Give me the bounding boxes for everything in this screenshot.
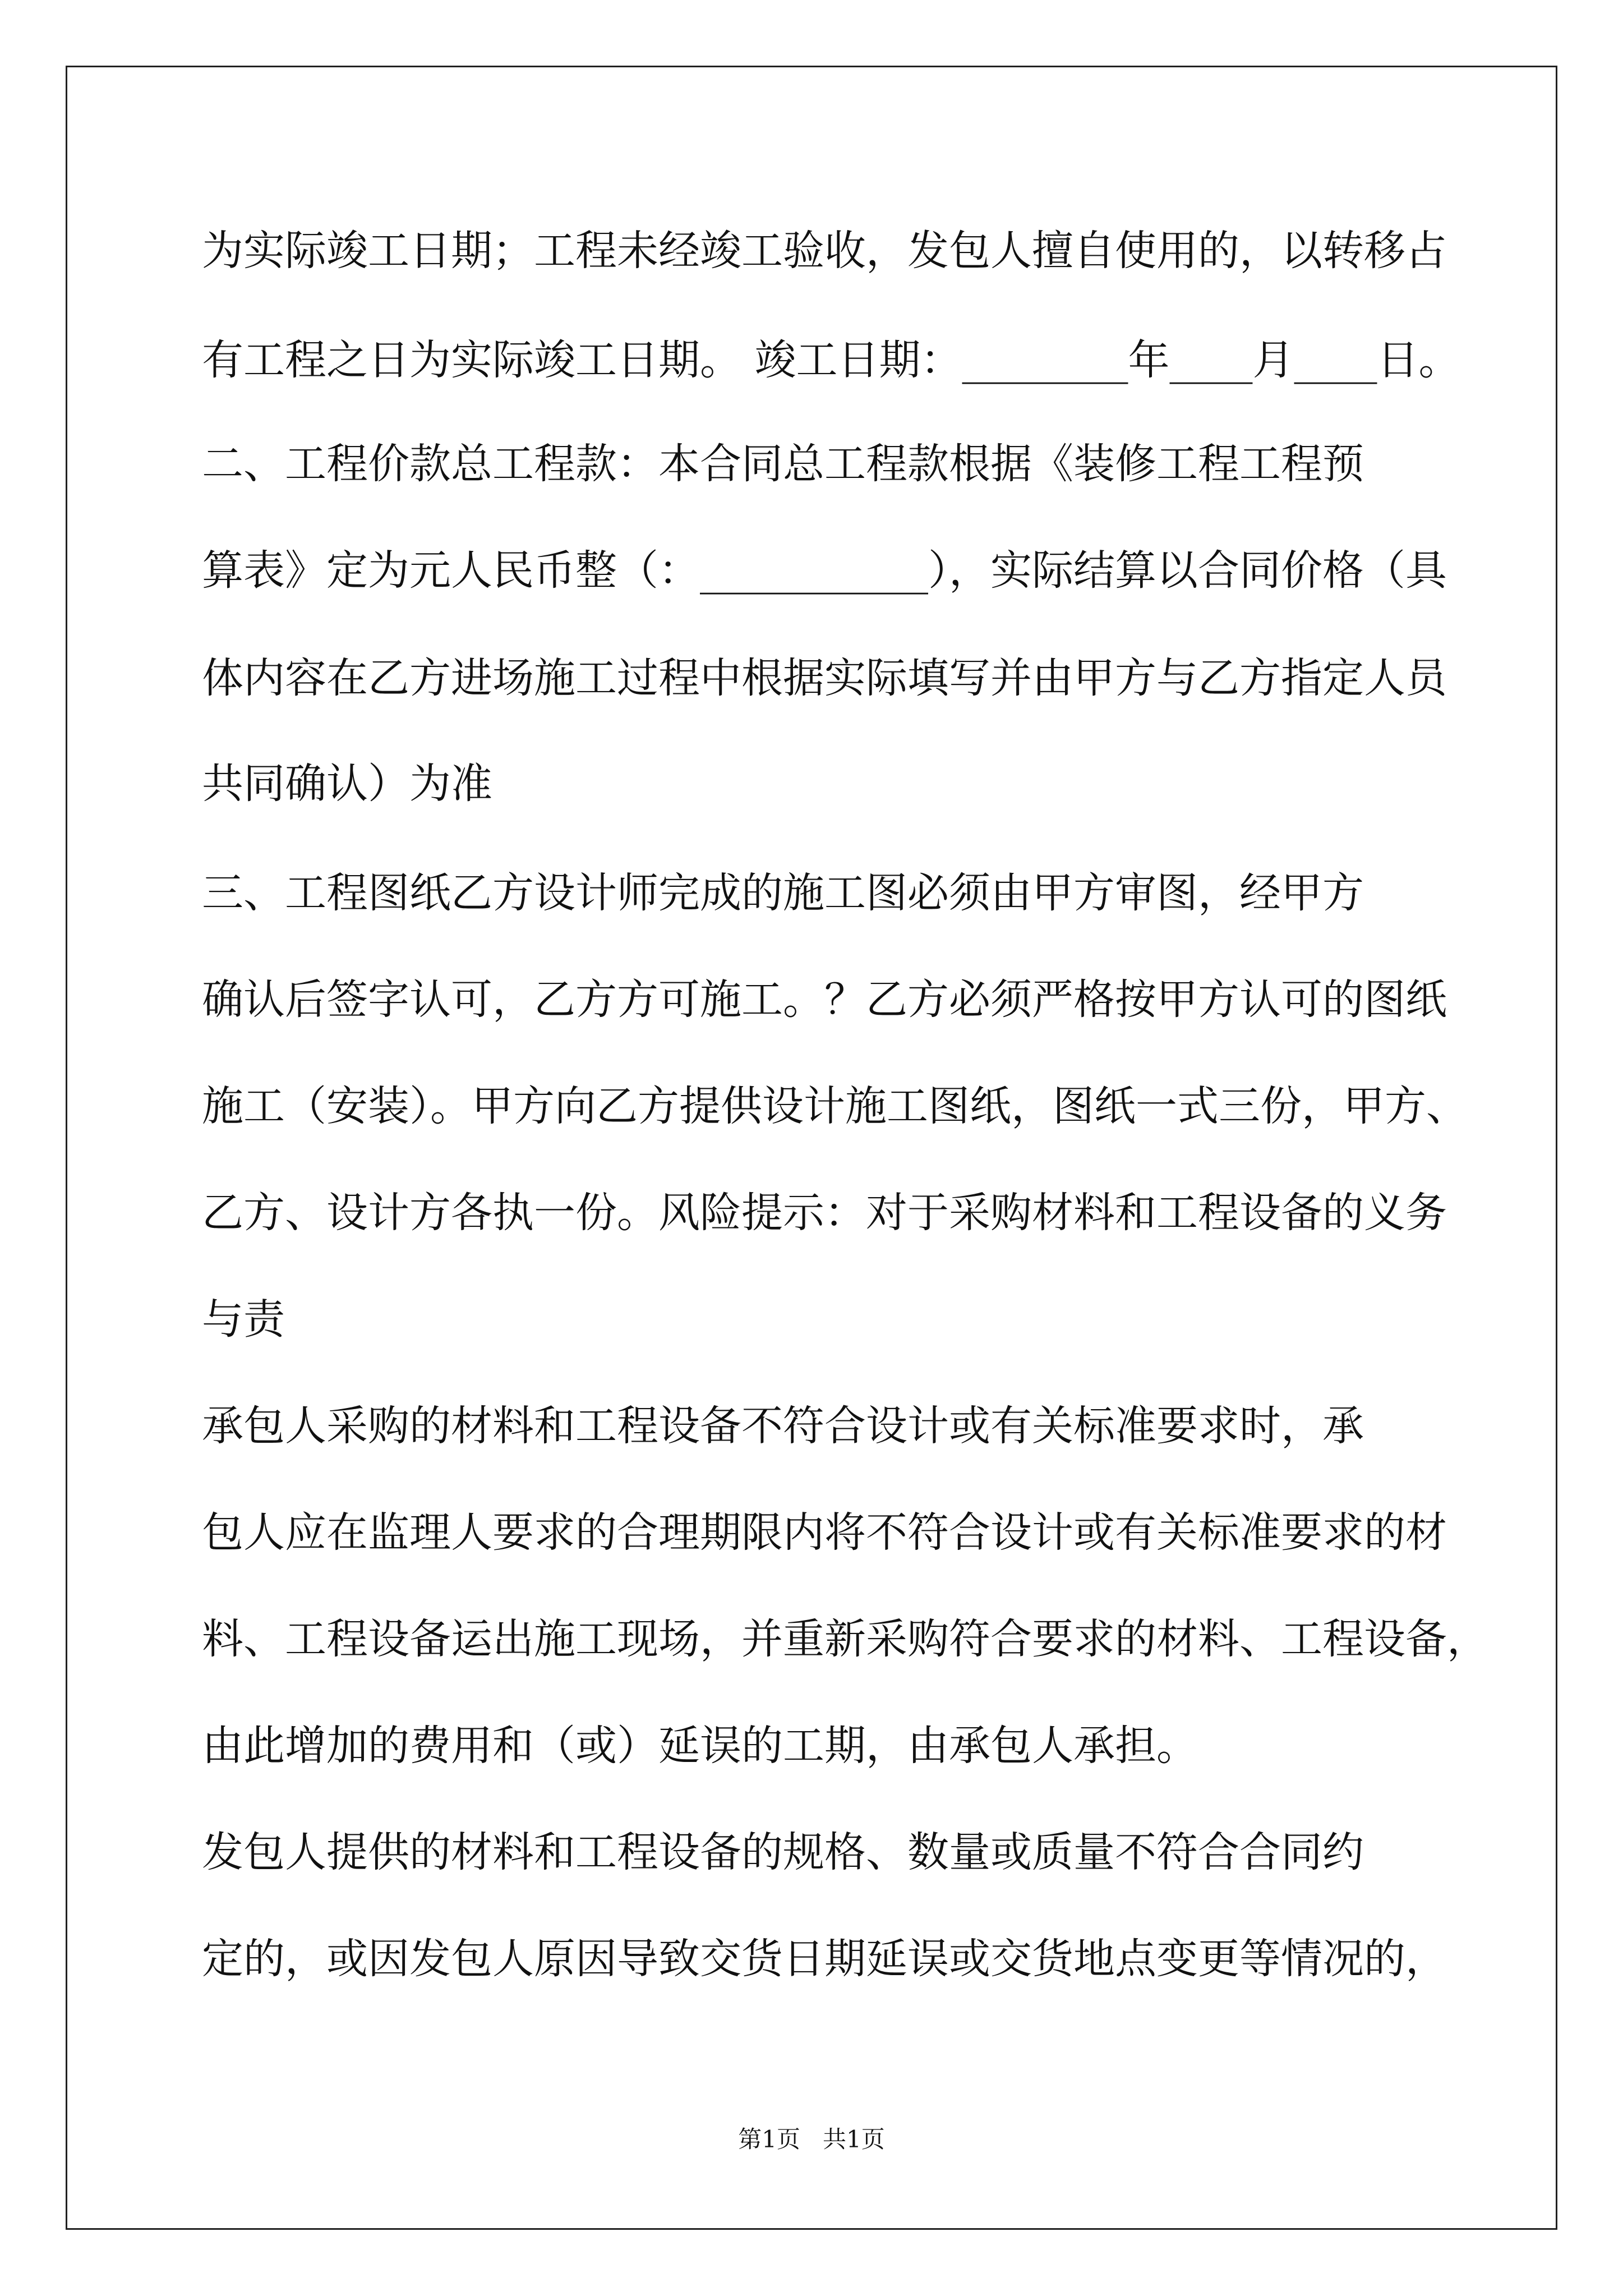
text-line-14: 料、工程设备运出施工现场，并重新采购符合要求的材料、工程设备，	[202, 1615, 1488, 1663]
text-line-15: 由此增加的费用和（或）延误的工期，由承包人承担。	[202, 1722, 1198, 1770]
text-line-11: 与责	[202, 1295, 285, 1343]
text-line-10: 乙方、设计方各执一份。风险提示：对于采购材料和工程设备的义务	[202, 1189, 1447, 1237]
text-line-3: 二、工程价款总工程款：本合同总工程款根据《装修工程工程预	[202, 440, 1364, 488]
text-line-7: 三、工程图纸乙方设计师完成的施工图必须由甲方审图，经甲方	[202, 869, 1364, 917]
text-line-1: 为实际竣工日期；工程未经竣工验收，发包人擅自使用的，以转移占	[202, 227, 1447, 275]
text-line-8: 确认后签字认可，乙方方可施工。？乙方必须严格按甲方认可的图纸	[202, 976, 1447, 1024]
text-line-12: 承包人采购的材料和工程设备不符合设计或有关标准要求时，承	[202, 1402, 1364, 1450]
text-line-17: 定的，或因发包人原因导致交货日期延误或交货地点变更等情况的，	[202, 1935, 1447, 1983]
text-line-2: 有工程之日为实际竣工日期。 竣工日期：________年____月____日。	[202, 336, 1460, 384]
text-line-4: 算表》定为元人民币整（：___________），实际结算以合同价格（具	[202, 546, 1447, 595]
text-line-9: 施工（安装）。甲方向乙方提供设计施工图纸，图纸一式三份，甲方、	[202, 1082, 1468, 1130]
page-border	[66, 66, 1557, 2230]
page-footer: 第1页 共1页	[738, 2125, 885, 2153]
text-line-16: 发包人提供的材料和工程设备的规格、数量或质量不符合合同约	[202, 1828, 1364, 1876]
text-line-6: 共同确认）为准	[202, 760, 492, 808]
text-line-5: 体内容在乙方进场施工过程中根据实际填写并由甲方与乙方指定人员	[202, 654, 1447, 702]
text-line-13: 包人应在监理人要求的合理期限内将不符合设计或有关标准要求的材	[202, 1508, 1447, 1557]
